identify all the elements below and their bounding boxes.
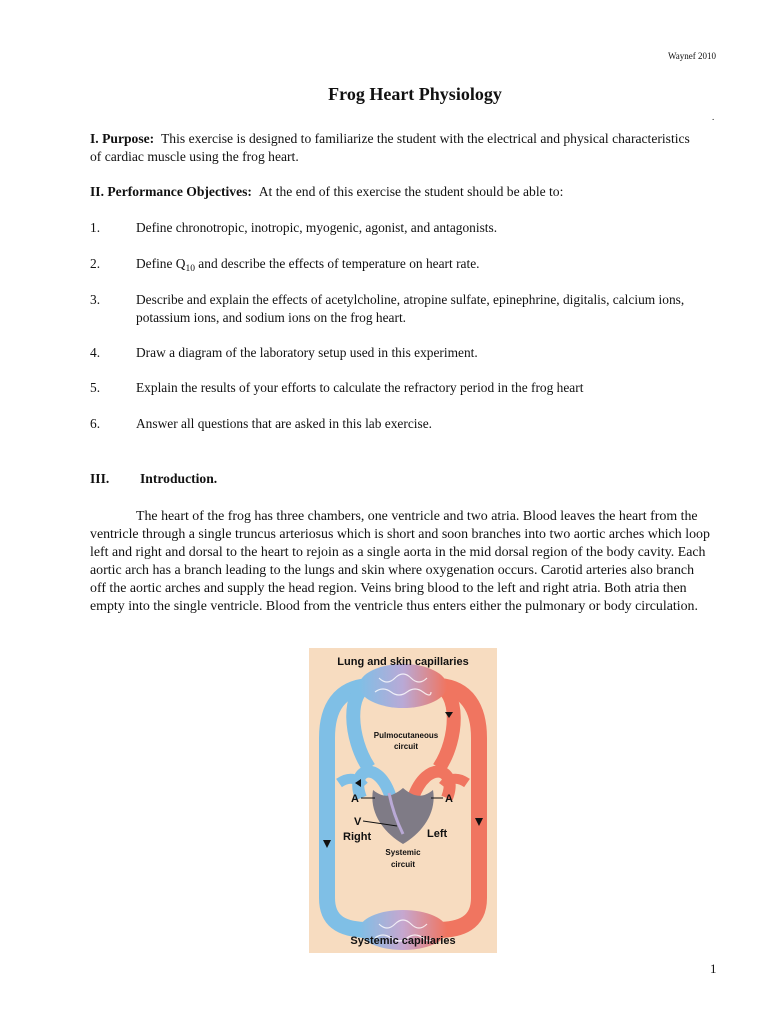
label-systemic-circuit: circuit [390, 860, 416, 869]
label-atrium-right: A [351, 793, 359, 805]
objective-number: 5. [90, 380, 101, 395]
objective-number: 1. [90, 220, 101, 235]
circulation-diagram [309, 648, 497, 953]
label-pulmocutaneous: Pulmocutaneous [373, 731, 439, 740]
label-systemic-capillaries: Systemic capillaries [350, 935, 456, 947]
objective-number: 2. [90, 256, 101, 271]
author-stamp: Waynef 2010 [668, 51, 717, 61]
lung-capillary-bed [359, 664, 447, 708]
subscript-10: 10 [185, 264, 195, 274]
purpose-text: This exercise is designed to familiarize the student with the electrical and physical characteristics of cardiac muscle using the frog heart. [90, 131, 690, 164]
purpose-section [90, 130, 690, 166]
objective-text: Explain the results of your efforts to calculate the refractory period in the frog heart [136, 380, 584, 395]
page-number: 1 [710, 961, 717, 976]
objective-text: Define $Q_{10}$ and describe the effects of temperature on heart rate. [136, 256, 480, 274]
introduction-title: Introduction. [140, 471, 218, 486]
purpose-label: I. Purpose: [90, 131, 155, 146]
label-pulmo-circuit: circuit [393, 742, 419, 751]
introduction-heading [90, 471, 218, 487]
objective-number: 3. [90, 292, 101, 307]
introduction-number: III. [90, 471, 110, 486]
objective-text: Draw a diagram of the laboratory setup used in this experiment. [136, 345, 478, 360]
objective-text: Describe and explain the effects of acetylcholine, atropine sulfate, epinephrine, digitalis, calcium ions, potassium ions, and sodium ions on the frog heart. [136, 292, 685, 325]
label-ventricle: V [354, 816, 362, 828]
objectives-heading [90, 183, 690, 201]
objectives-intro: At the end of this exercise the student should be able to: [258, 184, 564, 199]
objective-text: Answer all questions that are asked in this lab exercise. [136, 416, 432, 431]
introduction-paragraph: The heart of the frog has three chambers, one ventricle and two atria. Blood leaves the heart from the ventricle through a single truncus arteriosus which is short and soon branches into two aortic arches which loop left and right and dorsal to the heart to rejoin as a single aorta in the mid dorsal region of the body cavity. Each aortic arch has a branch leading to the lungs and skin where oxygenation occurs. Carotid arteries also branch off the aortic arches and supply the head region. Veins bring blood to the left and right atria. Both atria then empty into the single ventricle. Blood from the ventricle thus enters either the pulmonary or body circulation. [90, 509, 710, 614]
label-systemic: Systemic [385, 848, 421, 857]
stray-mark: . [712, 112, 715, 122]
label-side-right: Right [343, 831, 372, 843]
circulation-diagram-svg [309, 648, 497, 953]
objective-number: 6. [90, 416, 101, 431]
label-lung-capillaries: Lung and skin capillaries [337, 656, 469, 668]
document-title: Frog Heart Physiology [328, 84, 502, 104]
label-side-left: Left [427, 828, 448, 840]
objectives-label: II. Performance Objectives: [90, 184, 252, 199]
objective-number: 4. [90, 345, 101, 360]
label-atrium-left: A [445, 793, 453, 805]
objective-text: Define chronotropic, inotropic, myogenic, agonist, and antagonists. [136, 220, 498, 235]
